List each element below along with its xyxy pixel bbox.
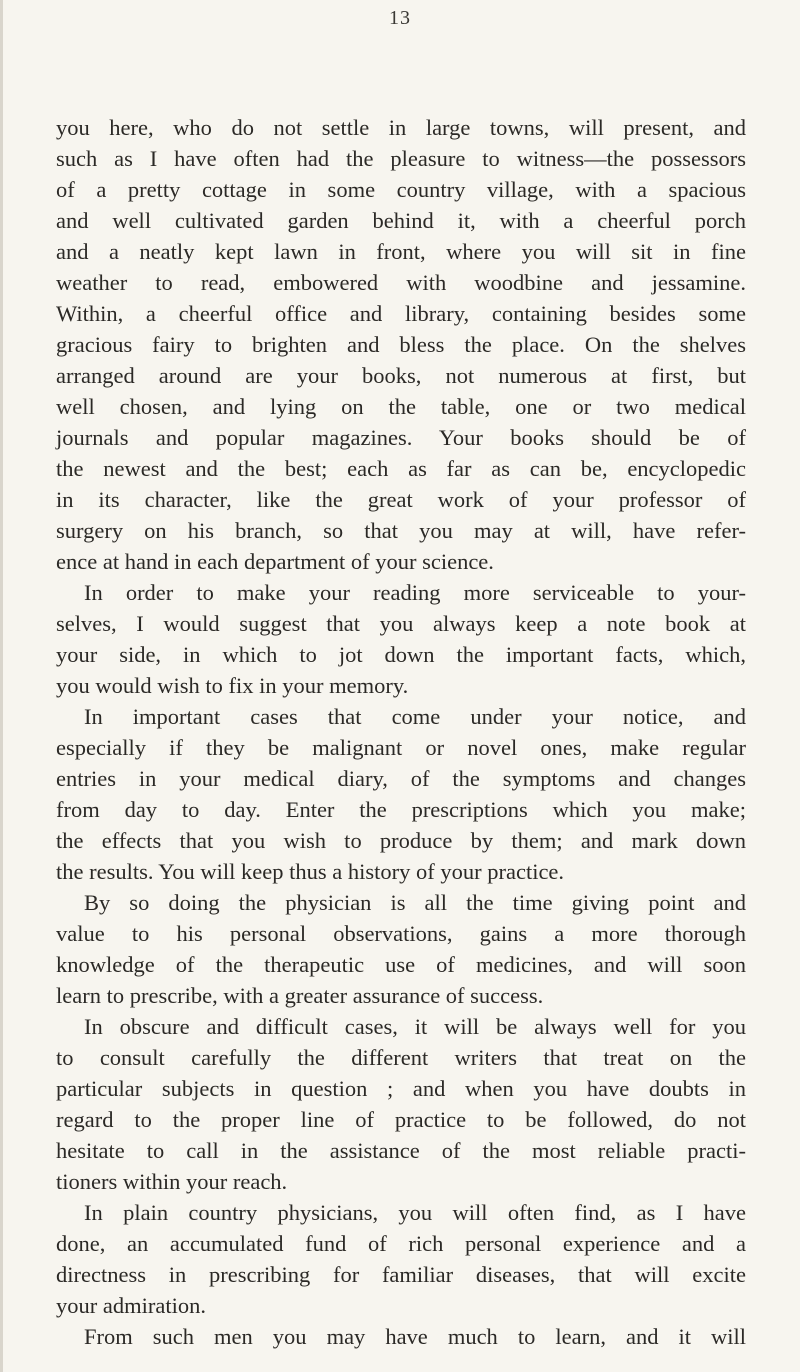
text-line: In obscure and difficult cases, it will be always well for you — [84, 1014, 746, 1039]
text-line: and well cultivated garden behind it, with a cheerful porch — [56, 208, 746, 233]
text-line: especially if they be malignant or novel ones, make regular — [56, 735, 746, 760]
page-edge — [0, 0, 3, 1372]
text-line: From such men you may have much to learn, and it will — [84, 1324, 746, 1349]
text-line: such as I have often had the pleasure to witness—the possessors — [56, 146, 746, 171]
text-line: of a pretty cottage in some country village, with a spacious — [56, 177, 746, 202]
text-line: journals and popular magazines. Your books should be of — [56, 425, 746, 450]
text-line: In plain country physicians, you will often find, as I have — [84, 1200, 746, 1225]
text-line: in its character, like the great work of your professor of — [56, 487, 746, 512]
text-line: value to his personal observations, gains a more thorough — [56, 921, 746, 946]
text-line: the effects that you wish to produce by them; and mark down — [56, 828, 746, 853]
text-line: your admiration. — [56, 1293, 206, 1318]
text-line: to consult carefully the different writers that treat on the — [56, 1045, 746, 1070]
text-line: you would wish to fix in your memory. — [56, 673, 409, 698]
text-line: In important cases that come under your notice, and — [84, 704, 746, 729]
text-line: from day to day. Enter the prescriptions which you make; — [56, 797, 746, 822]
text-line: selves, I would suggest that you always keep a note book at — [56, 611, 746, 636]
text-line: gracious fairy to brighten and bless the place. On the shelves — [56, 332, 746, 357]
text-line: the results. You will keep thus a history of your practice. — [56, 859, 565, 884]
text-line: surgery on his branch, so that you may at will, have refer- — [56, 518, 746, 543]
text-line: Within, a cheerful office and library, containing besides some — [56, 301, 746, 326]
text-line: By so doing the physician is all the time giving point and — [84, 890, 746, 915]
text-line: the newest and the best; each as far as can be, encyclopedic — [56, 456, 746, 481]
text-line: you here, who do not settle in large towns, will present, and — [56, 115, 746, 140]
text-line: particular subjects in question ; and when you have doubts in — [56, 1076, 746, 1101]
text-line: regard to the proper line of practice to be followed, do not — [56, 1107, 746, 1132]
text-line: directness in prescribing for familiar diseases, that will excite — [56, 1262, 746, 1287]
text-line: learn to prescribe, with a greater assurance of success. — [56, 983, 544, 1008]
text-line: entries in your medical diary, of the symptoms and changes — [56, 766, 746, 791]
text-line: weather to read, embowered with woodbine and jessamine. — [56, 270, 746, 295]
text-line: knowledge of the therapeutic use of medicines, and will soon — [56, 952, 746, 977]
text-line: ence at hand in each department of your science. — [56, 549, 494, 574]
text-line: well chosen, and lying on the table, one or two medical — [56, 394, 746, 419]
body-text — [56, 112, 746, 1352]
text-line: hesitate to call in the assistance of the most reliable practi- — [56, 1138, 746, 1163]
text-line: done, an accumulated fund of rich personal experience and a — [56, 1231, 746, 1256]
text-line: arranged around are your books, not numerous at first, but — [56, 363, 746, 388]
text-line: In order to make your reading more serviceable to your- — [84, 580, 746, 605]
text-line: tioners within your reach. — [56, 1169, 288, 1194]
page-number: 13 — [389, 7, 411, 29]
text-line: your side, in which to jot down the important facts, which, — [56, 642, 746, 667]
text-line: and a neatly kept lawn in front, where you will sit in fine — [56, 239, 746, 264]
